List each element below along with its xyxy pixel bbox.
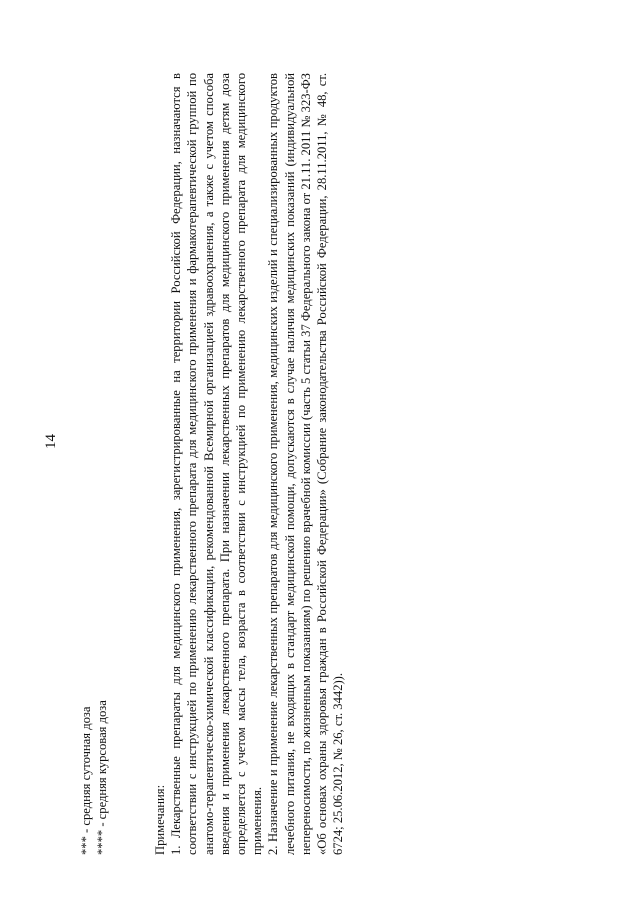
notes-block [152, 73, 346, 855]
footnote-course-dose [94, 595, 110, 855]
note-item-1: 1. Лекарственные препараты для медицинского применения, зарегистрированные на территории Российской Федерации, назначаются в соответствии с инструкцией по применению лекарственного препарата для медицинского применения и фармакотерапевтической группой по анатомо-терапевтическо-химической классификации, рекомендованной Всемирной организацией здравоохранения, а также с учетом способа введения и применения лекарственного препарата. При назначении лекарственных препаратов для медицинского применения детям доза определяется с учетом массы тела, возраста в соответствии с инструкцией по применению лекарственного препарата для медицинского применения. [169, 73, 265, 855]
rotated-document-body [72, 55, 372, 855]
footnote-daily-dose [78, 595, 94, 855]
note-item-2: 2. Назначение и применение лекарственных препаратов для медицинского применения, медицинских изделий и специализированных продуктов лечебного питания, не входящих в стандарт медицинской помощи, допускаются в случае наличия медицинских показаний (индивидуальной непереносимости, по жизненным показаниям) по решению врачебной комиссии (часть 5 статьи 37 Федерального закона от 21.11. 2011 № 323-ФЗ «Об основах охраны здоровья граждан в Российской Федерации» (Собрание законодательства Российской Федерации, 28.11.2011, № 48, ст. 6724; 25.06.2012, № 26, ст. 3442)). [266, 73, 346, 855]
footnotes-block [78, 595, 110, 855]
footnote-text: - средняя курсовая доза [95, 700, 110, 830]
footnote-marker: *** [79, 836, 93, 855]
page-number: 14 [43, 434, 59, 449]
footnote-text: - средняя суточная доза [79, 706, 93, 837]
footnote-marker: **** [95, 829, 110, 855]
notes-heading: Примечания: [153, 784, 167, 855]
